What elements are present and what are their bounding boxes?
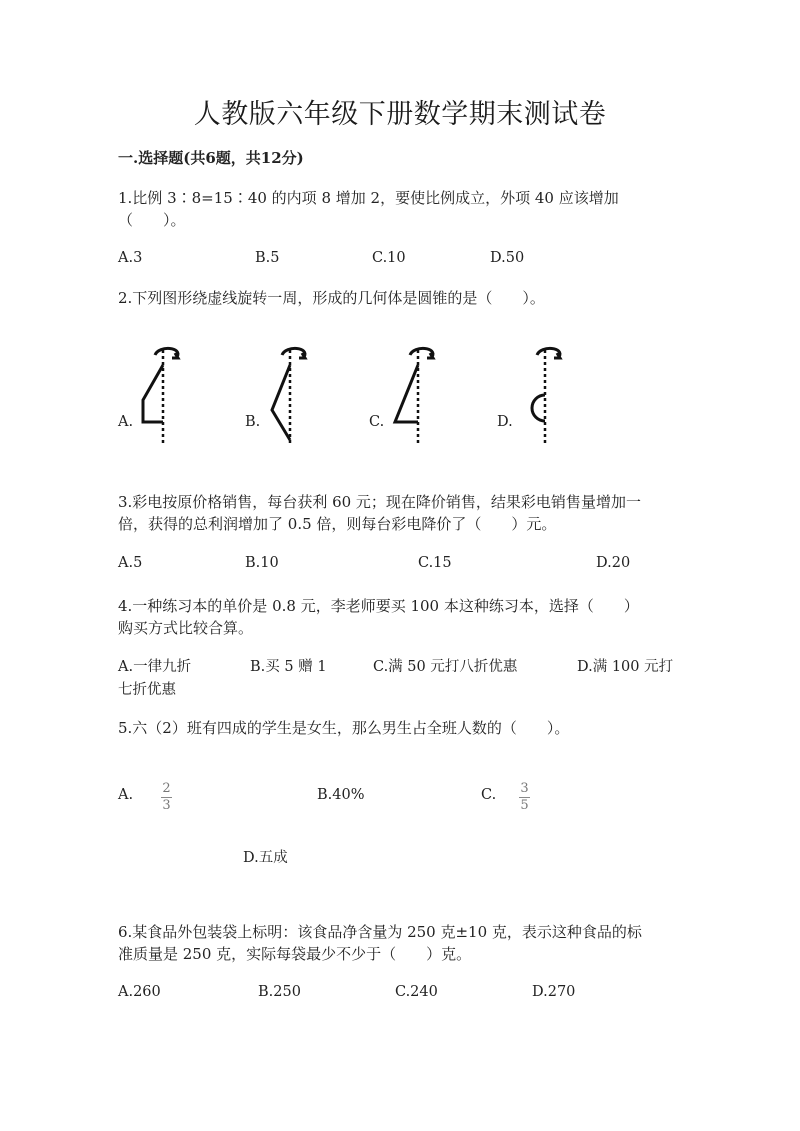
fraction-numerator: 2 (162, 781, 171, 796)
question-5-option-c[interactable]: C. (481, 787, 497, 803)
question-1-option-a[interactable]: A.3 (118, 250, 143, 266)
question-3-line-1: 3.彩电按原价格销售，每台获利 60 元；现在降价销售，结果彩电销售量增加一 (118, 493, 641, 511)
question-4-option-a[interactable]: A.一律九折 (118, 659, 192, 675)
question-1-option-c[interactable]: C.10 (372, 250, 406, 266)
question-2-line-1: 2.下列图形绕虚线旋转一周，形成的几何体是圆锥的是（ ）。 (118, 289, 545, 307)
question-4-option-b[interactable]: B.买 5 赠 1 (250, 659, 327, 675)
question-4-line-2: 购买方式比较合算。 (118, 619, 254, 637)
figure-d-rotation-shape (517, 345, 567, 450)
question-1-line-1: 1.比例 3∶8=15∶40 的内项 8 增加 2，要使比例成立，外项 40 应该增加 (118, 189, 619, 207)
figure-b-rotation-shape (262, 345, 312, 450)
question-2-option-a[interactable]: A. (118, 414, 134, 430)
question-3-option-a[interactable]: A.5 (118, 555, 143, 571)
question-2-option-d[interactable]: D. (497, 414, 513, 430)
question-1-line-2: （ ）。 (118, 211, 186, 229)
question-4-option-c[interactable]: C.满 50 元打八折优惠 (373, 659, 518, 675)
figure-a-rotation-shape (135, 345, 185, 450)
question-6-option-b[interactable]: B.250 (258, 984, 301, 1000)
question-2-option-c[interactable]: C. (369, 414, 385, 430)
figure-c-rotation-shape (390, 345, 440, 450)
question-3-option-b[interactable]: B.10 (245, 555, 279, 571)
question-6-option-c[interactable]: C.240 (395, 984, 438, 1000)
fraction-numerator: 3 (520, 781, 529, 796)
question-6-option-a[interactable]: A.260 (118, 984, 161, 1000)
question-6-line-1: 6.某食品外包装袋上标明：该食品净含量为 250 克±10 克，表示这种食品的标 (118, 923, 642, 941)
fraction-denominator: 5 (520, 798, 529, 813)
section-heading: 一.选择题(共6题，共12分) (118, 149, 304, 167)
question-4-line-1: 4.一种练习本的单价是 0.8 元，李老师要买 100 本这种练习本，选择（ ） (118, 597, 639, 615)
question-5-line-1: 5.六（2）班有四成的学生是女生，那么男生占全班人数的（ ）。 (118, 719, 570, 737)
question-3-line-2: 倍，获得的总利润增加了 0.5 倍，则每台彩电降价了（ ）元。 (118, 515, 557, 533)
fraction-two-thirds (161, 777, 172, 813)
question-5-option-d[interactable]: D.五成 (243, 850, 288, 866)
question-4-option-d-continued: 七折优惠 (118, 682, 176, 698)
question-4-option-d[interactable]: D.满 100 元打 (577, 659, 674, 675)
question-3-option-d[interactable]: D.20 (596, 555, 631, 571)
question-3-option-c[interactable]: C.15 (418, 555, 452, 571)
question-6-option-d[interactable]: D.270 (532, 984, 576, 1000)
page-title: 人教版六年级下册数学期末测试卷 (193, 99, 607, 130)
fraction-three-fifths (519, 777, 530, 813)
question-6-line-2: 准质量是 250 克，实际每袋最少不少于（ ）克。 (118, 945, 472, 963)
question-1-option-b[interactable]: B.5 (255, 250, 280, 266)
question-1-option-d[interactable]: D.50 (490, 250, 525, 266)
question-5-option-a[interactable]: A. (118, 787, 134, 803)
question-2-option-b[interactable]: B. (245, 414, 261, 430)
fraction-denominator: 3 (162, 798, 171, 813)
question-5-option-b[interactable]: B.40% (317, 787, 365, 803)
